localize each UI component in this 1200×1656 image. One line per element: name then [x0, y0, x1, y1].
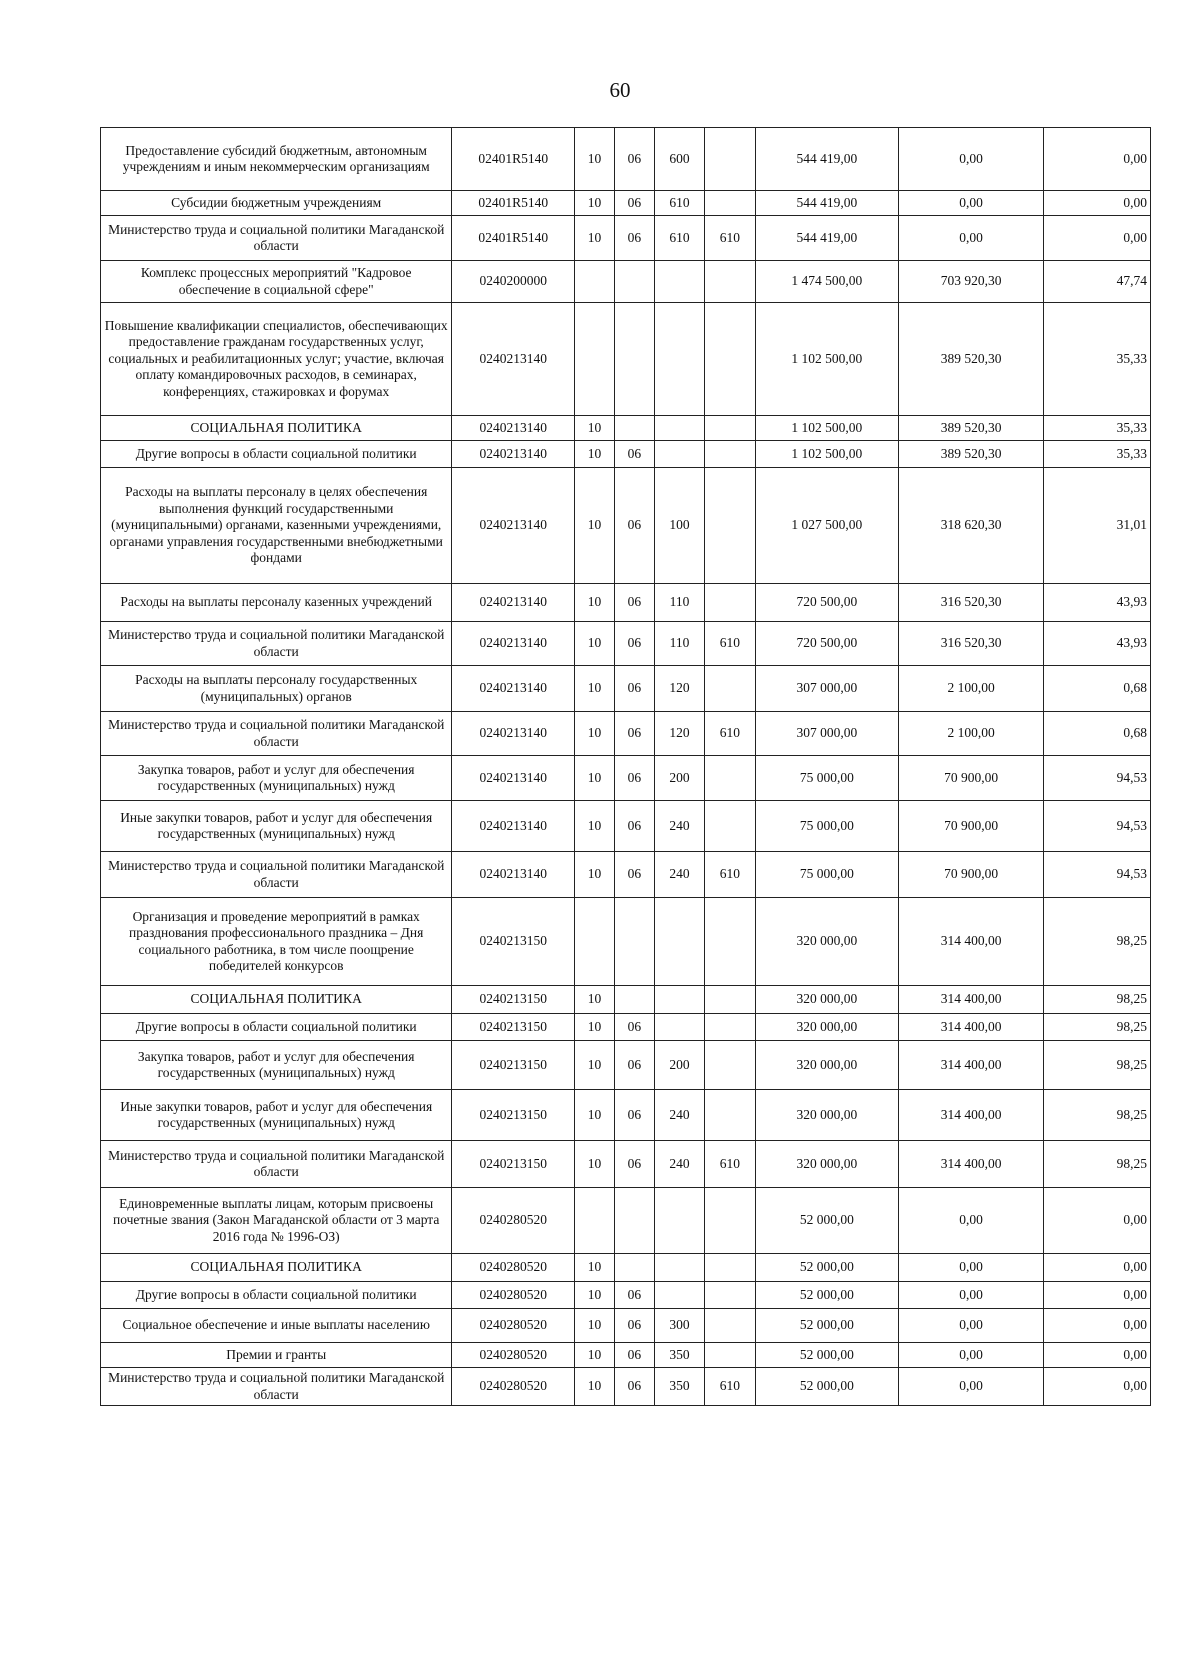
subsection-code [614, 1254, 654, 1282]
row-name: Закупка товаров, работ и услуг для обеспечения государственных (муниципальных) нужд [101, 1041, 452, 1090]
execution-percent: 35,33 [1043, 303, 1150, 416]
table-row [101, 1282, 1151, 1309]
actual-amount: 0,00 [899, 1343, 1044, 1368]
execution-percent: 47,74 [1043, 261, 1150, 303]
section-code: 10 [575, 712, 615, 756]
execution-percent: 98,25 [1043, 898, 1150, 986]
table-row [101, 666, 1151, 712]
administrator-code [705, 1041, 755, 1090]
administrator-code [705, 1254, 755, 1282]
actual-amount: 0,00 [899, 191, 1044, 216]
section-code [575, 261, 615, 303]
section-code [575, 898, 615, 986]
administrator-code [705, 1014, 755, 1041]
execution-percent: 43,93 [1043, 622, 1150, 666]
execution-percent: 94,53 [1043, 852, 1150, 898]
target-article-code: 0240213150 [452, 1014, 575, 1041]
administrator-code [705, 1309, 755, 1343]
execution-percent: 0,68 [1043, 712, 1150, 756]
table-row [101, 1041, 1151, 1090]
section-code: 10 [575, 1282, 615, 1309]
administrator-code [705, 441, 755, 468]
section-code [575, 1188, 615, 1254]
planned-amount: 1 102 500,00 [755, 416, 899, 441]
subsection-code: 06 [614, 712, 654, 756]
actual-amount: 0,00 [899, 1368, 1044, 1406]
administrator-code [705, 986, 755, 1014]
actual-amount: 0,00 [899, 216, 1044, 261]
planned-amount: 75 000,00 [755, 852, 899, 898]
execution-percent: 35,33 [1043, 416, 1150, 441]
administrator-code: 610 [705, 622, 755, 666]
table-row [101, 622, 1151, 666]
table-row [101, 261, 1151, 303]
actual-amount: 0,00 [899, 1309, 1044, 1343]
execution-percent: 0,00 [1043, 1254, 1150, 1282]
planned-amount: 320 000,00 [755, 1090, 899, 1141]
subsection-code: 06 [614, 666, 654, 712]
section-code: 10 [575, 801, 615, 852]
table-row [101, 986, 1151, 1014]
administrator-code: 610 [705, 712, 755, 756]
execution-percent: 0,00 [1043, 216, 1150, 261]
actual-amount: 0,00 [899, 128, 1044, 191]
row-name: Иные закупки товаров, работ и услуг для обеспечения государственных (муниципальных) нужд [101, 1090, 452, 1141]
expense-type-code [654, 1282, 704, 1309]
row-name: СОЦИАЛЬНАЯ ПОЛИТИКА [101, 986, 452, 1014]
execution-percent: 31,01 [1043, 468, 1150, 584]
planned-amount: 1 102 500,00 [755, 441, 899, 468]
section-code: 10 [575, 416, 615, 441]
budget-table [100, 127, 1151, 1406]
target-article-code: 0240213140 [452, 441, 575, 468]
page-number: 60 [609, 78, 631, 102]
subsection-code: 06 [614, 1014, 654, 1041]
expense-type-code: 350 [654, 1343, 704, 1368]
administrator-code [705, 1343, 755, 1368]
table-row [101, 468, 1151, 584]
row-name: Предоставление субсидий бюджетным, автономным учреждениям и иным некоммерческим организациям [101, 128, 452, 191]
table-row [101, 584, 1151, 622]
section-code: 10 [575, 1343, 615, 1368]
subsection-code [614, 261, 654, 303]
table-row [101, 898, 1151, 986]
section-code: 10 [575, 216, 615, 261]
execution-percent: 98,25 [1043, 986, 1150, 1014]
row-name: Министерство труда и социальной политики Магаданской области [101, 852, 452, 898]
row-name: Министерство труда и социальной политики Магаданской области [101, 622, 452, 666]
planned-amount: 52 000,00 [755, 1188, 899, 1254]
expense-type-code [654, 898, 704, 986]
subsection-code: 06 [614, 622, 654, 666]
subsection-code: 06 [614, 1141, 654, 1188]
expense-type-code: 120 [654, 712, 704, 756]
expense-type-code: 200 [654, 756, 704, 801]
target-article-code: 02401R5140 [452, 191, 575, 216]
target-article-code: 0240213140 [452, 622, 575, 666]
subsection-code: 06 [614, 1368, 654, 1406]
target-article-code: 0240213150 [452, 1141, 575, 1188]
section-code: 10 [575, 1254, 615, 1282]
row-name: Расходы на выплаты персоналу государственных (муниципальных) органов [101, 666, 452, 712]
row-name: СОЦИАЛЬНАЯ ПОЛИТИКА [101, 1254, 452, 1282]
row-name: Повышение квалификации специалистов, обеспечивающих предоставление гражданам государственных услуг, социальных и реабилитационных услуг; участие, включая оплату командировочных расходов, в семинарах, конференциях, стажировках и форумах [101, 303, 452, 416]
subsection-code: 06 [614, 191, 654, 216]
expense-type-code: 200 [654, 1041, 704, 1090]
administrator-code: 610 [705, 1368, 755, 1406]
actual-amount: 314 400,00 [899, 1141, 1044, 1188]
actual-amount: 314 400,00 [899, 898, 1044, 986]
administrator-code [705, 191, 755, 216]
subsection-code: 06 [614, 1309, 654, 1343]
expense-type-code: 600 [654, 128, 704, 191]
planned-amount: 1 027 500,00 [755, 468, 899, 584]
actual-amount: 314 400,00 [899, 1090, 1044, 1141]
subsection-code: 06 [614, 128, 654, 191]
execution-percent: 94,53 [1043, 801, 1150, 852]
subsection-code: 06 [614, 852, 654, 898]
target-article-code: 02401R5140 [452, 128, 575, 191]
planned-amount: 52 000,00 [755, 1254, 899, 1282]
subsection-code: 06 [614, 1041, 654, 1090]
administrator-code [705, 1090, 755, 1141]
subsection-code: 06 [614, 441, 654, 468]
administrator-code [705, 801, 755, 852]
planned-amount: 320 000,00 [755, 986, 899, 1014]
administrator-code [705, 1282, 755, 1309]
table-row [101, 712, 1151, 756]
expense-type-code: 610 [654, 191, 704, 216]
section-code: 10 [575, 986, 615, 1014]
section-code: 10 [575, 1368, 615, 1406]
subsection-code [614, 898, 654, 986]
row-name: Другие вопросы в области социальной политики [101, 441, 452, 468]
actual-amount: 314 400,00 [899, 1014, 1044, 1041]
expense-type-code [654, 303, 704, 416]
expense-type-code [654, 1014, 704, 1041]
section-code: 10 [575, 584, 615, 622]
actual-amount: 314 400,00 [899, 1041, 1044, 1090]
target-article-code: 0240280520 [452, 1188, 575, 1254]
execution-percent: 98,25 [1043, 1014, 1150, 1041]
row-name: Закупка товаров, работ и услуг для обеспечения государственных (муниципальных) нужд [101, 756, 452, 801]
subsection-code: 06 [614, 1343, 654, 1368]
actual-amount: 70 900,00 [899, 852, 1044, 898]
planned-amount: 320 000,00 [755, 1141, 899, 1188]
table-row [101, 1254, 1151, 1282]
target-article-code: 0240213140 [452, 303, 575, 416]
section-code: 10 [575, 191, 615, 216]
expense-type-code: 350 [654, 1368, 704, 1406]
row-name: Единовременные выплаты лицам, которым присвоены почетные звания (Закон Магаданской области от 3 марта 2016 года № 1996-ОЗ) [101, 1188, 452, 1254]
table-row [101, 756, 1151, 801]
planned-amount: 320 000,00 [755, 1014, 899, 1041]
expense-type-code [654, 1254, 704, 1282]
actual-amount: 316 520,30 [899, 622, 1044, 666]
administrator-code [705, 261, 755, 303]
planned-amount: 544 419,00 [755, 216, 899, 261]
row-name: Министерство труда и социальной политики Магаданской области [101, 216, 452, 261]
row-name: Премии и гранты [101, 1343, 452, 1368]
section-code: 10 [575, 1041, 615, 1090]
target-article-code: 0240200000 [452, 261, 575, 303]
planned-amount: 52 000,00 [755, 1309, 899, 1343]
expense-type-code: 240 [654, 801, 704, 852]
expense-type-code [654, 986, 704, 1014]
expense-type-code: 610 [654, 216, 704, 261]
subsection-code: 06 [614, 584, 654, 622]
expense-type-code: 120 [654, 666, 704, 712]
target-article-code: 0240213150 [452, 986, 575, 1014]
planned-amount: 544 419,00 [755, 191, 899, 216]
row-name: Другие вопросы в области социальной политики [101, 1282, 452, 1309]
section-code: 10 [575, 468, 615, 584]
planned-amount: 307 000,00 [755, 712, 899, 756]
execution-percent: 98,25 [1043, 1041, 1150, 1090]
subsection-code [614, 1188, 654, 1254]
subsection-code: 06 [614, 1090, 654, 1141]
expense-type-code: 110 [654, 584, 704, 622]
row-name: Другие вопросы в области социальной политики [101, 1014, 452, 1041]
row-name: Министерство труда и социальной политики Магаданской области [101, 1368, 452, 1406]
execution-percent: 43,93 [1043, 584, 1150, 622]
administrator-code [705, 584, 755, 622]
planned-amount: 75 000,00 [755, 801, 899, 852]
actual-amount: 318 620,30 [899, 468, 1044, 584]
actual-amount: 0,00 [899, 1188, 1044, 1254]
table-row [101, 303, 1151, 416]
administrator-code: 610 [705, 852, 755, 898]
table-row [101, 1090, 1151, 1141]
section-code: 10 [575, 852, 615, 898]
administrator-code [705, 468, 755, 584]
row-name: Социальное обеспечение и иные выплаты населению [101, 1309, 452, 1343]
table-row [101, 1188, 1151, 1254]
subsection-code: 06 [614, 756, 654, 801]
planned-amount: 75 000,00 [755, 756, 899, 801]
target-article-code: 0240213150 [452, 898, 575, 986]
target-article-code: 02401R5140 [452, 216, 575, 261]
subsection-code [614, 303, 654, 416]
row-name: Организация и проведение мероприятий в рамках празднования профессионального праздника – Дня социального работника, в том числе поощрение победителей конкурсов [101, 898, 452, 986]
subsection-code [614, 986, 654, 1014]
expense-type-code: 100 [654, 468, 704, 584]
administrator-code [705, 666, 755, 712]
administrator-code: 610 [705, 1141, 755, 1188]
administrator-code [705, 1188, 755, 1254]
target-article-code: 0240213140 [452, 416, 575, 441]
actual-amount: 389 520,30 [899, 416, 1044, 441]
execution-percent: 0,00 [1043, 1188, 1150, 1254]
table-row [101, 1343, 1151, 1368]
actual-amount: 0,00 [899, 1254, 1044, 1282]
section-code: 10 [575, 1141, 615, 1188]
actual-amount: 70 900,00 [899, 756, 1044, 801]
expense-type-code [654, 1188, 704, 1254]
subsection-code [614, 416, 654, 441]
target-article-code: 0240213150 [452, 1090, 575, 1141]
target-article-code: 0240213140 [452, 468, 575, 584]
target-article-code: 0240213140 [452, 712, 575, 756]
execution-percent: 0,00 [1043, 1309, 1150, 1343]
table-row [101, 852, 1151, 898]
planned-amount: 52 000,00 [755, 1368, 899, 1406]
execution-percent: 94,53 [1043, 756, 1150, 801]
administrator-code: 610 [705, 216, 755, 261]
table-row [101, 416, 1151, 441]
planned-amount: 52 000,00 [755, 1343, 899, 1368]
actual-amount: 2 100,00 [899, 666, 1044, 712]
execution-percent: 0,00 [1043, 1368, 1150, 1406]
table-row [101, 441, 1151, 468]
administrator-code [705, 898, 755, 986]
table-row [101, 1141, 1151, 1188]
target-article-code: 0240280520 [452, 1254, 575, 1282]
row-name: Комплекс процессных мероприятий "Кадровое обеспечение в социальной сфере" [101, 261, 452, 303]
target-article-code: 0240213140 [452, 584, 575, 622]
table-body [101, 128, 1151, 1406]
expense-type-code [654, 261, 704, 303]
planned-amount: 320 000,00 [755, 1041, 899, 1090]
execution-percent: 0,00 [1043, 1282, 1150, 1309]
planned-amount: 1 102 500,00 [755, 303, 899, 416]
subsection-code: 06 [614, 1282, 654, 1309]
section-code: 10 [575, 128, 615, 191]
target-article-code: 0240280520 [452, 1368, 575, 1406]
actual-amount: 70 900,00 [899, 801, 1044, 852]
target-article-code: 0240213140 [452, 801, 575, 852]
subsection-code: 06 [614, 801, 654, 852]
target-article-code: 0240280520 [452, 1282, 575, 1309]
section-code: 10 [575, 1090, 615, 1141]
planned-amount: 320 000,00 [755, 898, 899, 986]
actual-amount: 389 520,30 [899, 441, 1044, 468]
expense-type-code: 240 [654, 1090, 704, 1141]
table-row [101, 1368, 1151, 1406]
subsection-code: 06 [614, 216, 654, 261]
table-row [101, 801, 1151, 852]
actual-amount: 389 520,30 [899, 303, 1044, 416]
target-article-code: 0240213140 [452, 756, 575, 801]
section-code: 10 [575, 441, 615, 468]
target-article-code: 0240213150 [452, 1041, 575, 1090]
administrator-code [705, 128, 755, 191]
actual-amount: 703 920,30 [899, 261, 1044, 303]
target-article-code: 0240280520 [452, 1309, 575, 1343]
row-name: Министерство труда и социальной политики Магаданской области [101, 1141, 452, 1188]
table-row [101, 216, 1151, 261]
execution-percent: 0,00 [1043, 191, 1150, 216]
target-article-code: 0240213140 [452, 666, 575, 712]
row-name: Иные закупки товаров, работ и услуг для обеспечения государственных (муниципальных) нужд [101, 801, 452, 852]
table-row [101, 191, 1151, 216]
execution-percent: 98,25 [1043, 1090, 1150, 1141]
section-code: 10 [575, 1014, 615, 1041]
expense-type-code: 240 [654, 1141, 704, 1188]
execution-percent: 35,33 [1043, 441, 1150, 468]
actual-amount: 314 400,00 [899, 986, 1044, 1014]
section-code: 10 [575, 666, 615, 712]
administrator-code [705, 303, 755, 416]
execution-percent: 0,00 [1043, 1343, 1150, 1368]
table-row [101, 1014, 1151, 1041]
execution-percent: 0,68 [1043, 666, 1150, 712]
row-name: СОЦИАЛЬНАЯ ПОЛИТИКА [101, 416, 452, 441]
planned-amount: 307 000,00 [755, 666, 899, 712]
target-article-code: 0240213140 [452, 852, 575, 898]
table-row [101, 128, 1151, 191]
planned-amount: 720 500,00 [755, 622, 899, 666]
section-code: 10 [575, 622, 615, 666]
planned-amount: 544 419,00 [755, 128, 899, 191]
planned-amount: 720 500,00 [755, 584, 899, 622]
actual-amount: 0,00 [899, 1282, 1044, 1309]
expense-type-code [654, 416, 704, 441]
execution-percent: 98,25 [1043, 1141, 1150, 1188]
administrator-code [705, 756, 755, 801]
table-row [101, 1309, 1151, 1343]
section-code [575, 303, 615, 416]
execution-percent: 0,00 [1043, 128, 1150, 191]
expense-type-code: 110 [654, 622, 704, 666]
target-article-code: 0240280520 [452, 1343, 575, 1368]
row-name: Расходы на выплаты персоналу в целях обеспечения выполнения функций государственными (муниципальными) органами, казенными учреждениями, органами управления государственными внебюджетными фондами [101, 468, 452, 584]
actual-amount: 2 100,00 [899, 712, 1044, 756]
actual-amount: 316 520,30 [899, 584, 1044, 622]
subsection-code: 06 [614, 468, 654, 584]
planned-amount: 1 474 500,00 [755, 261, 899, 303]
planned-amount: 52 000,00 [755, 1282, 899, 1309]
row-name: Субсидии бюджетным учреждениям [101, 191, 452, 216]
expense-type-code: 300 [654, 1309, 704, 1343]
administrator-code [705, 416, 755, 441]
row-name: Министерство труда и социальной политики Магаданской области [101, 712, 452, 756]
row-name: Расходы на выплаты персоналу казенных учреждений [101, 584, 452, 622]
section-code: 10 [575, 1309, 615, 1343]
section-code: 10 [575, 756, 615, 801]
expense-type-code: 240 [654, 852, 704, 898]
expense-type-code [654, 441, 704, 468]
